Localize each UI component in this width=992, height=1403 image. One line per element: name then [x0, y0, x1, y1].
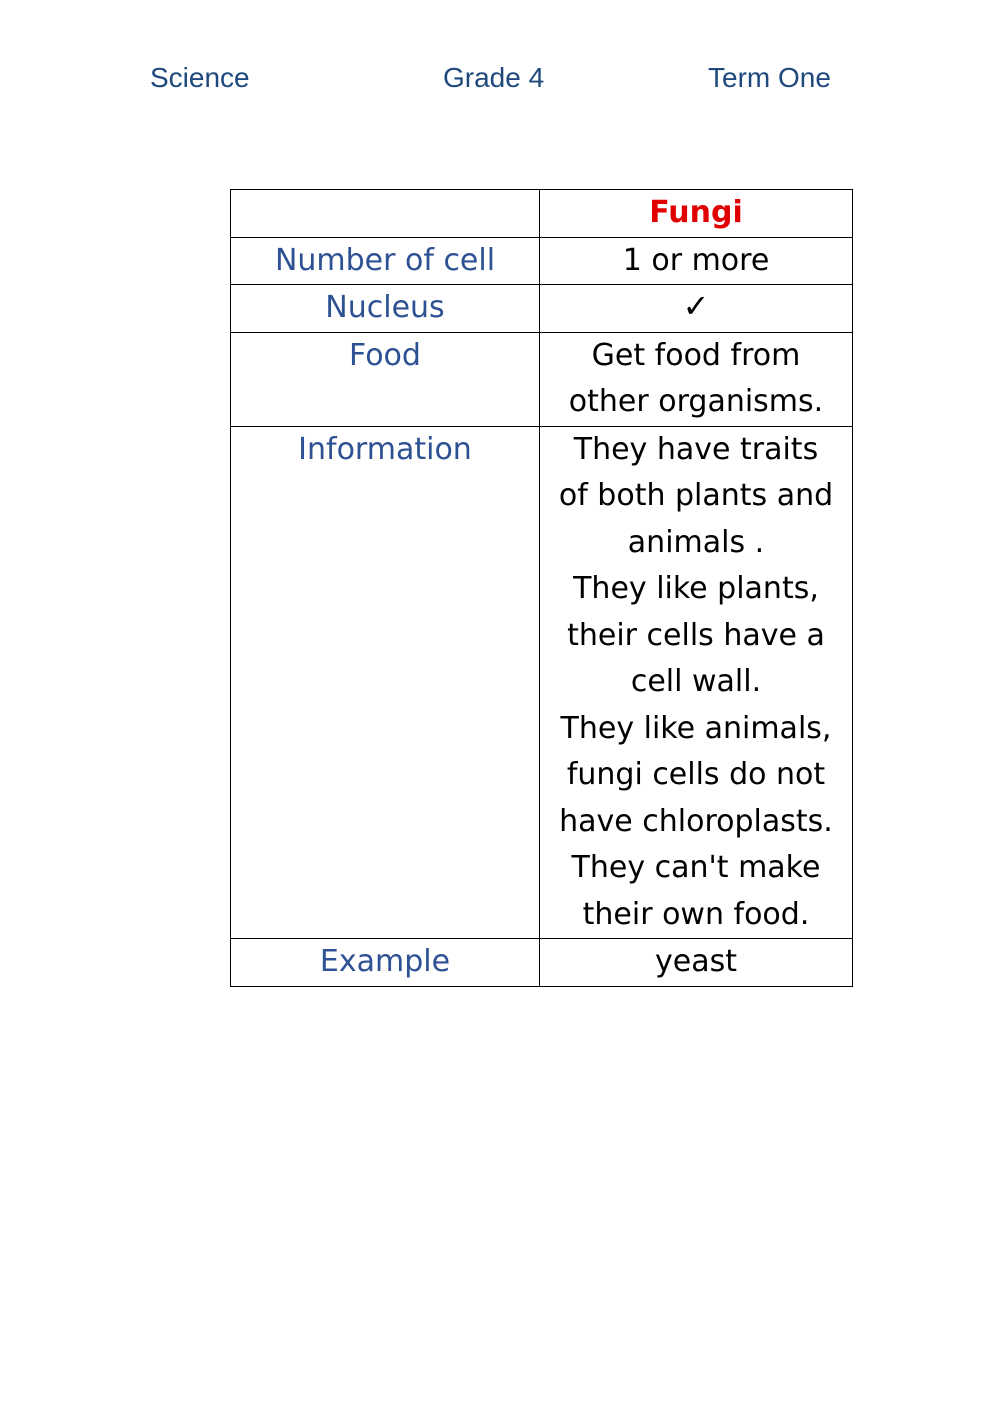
value-line: They can't make — [571, 850, 821, 885]
value-line: fungi cells do not — [566, 757, 826, 792]
table-row — [231, 426, 853, 939]
corner-cell — [231, 190, 540, 238]
row-value-number-of-cell — [540, 237, 853, 285]
fungi-table — [230, 189, 853, 987]
row-value-example — [540, 939, 853, 987]
row-label-food: Food — [231, 332, 540, 426]
row-label-information: Information — [231, 426, 540, 939]
value-line: Get food from — [591, 337, 801, 373]
table-row — [231, 285, 853, 333]
table-header-row — [231, 190, 853, 238]
table-row — [231, 237, 853, 285]
value-line: animals . — [627, 524, 765, 560]
value-line: yeast — [655, 944, 737, 979]
header-term: Term One — [708, 62, 831, 93]
value-line: 1 or more — [622, 242, 770, 278]
value-line: their cells have a — [567, 617, 825, 653]
value-line: of both plants and — [558, 478, 834, 513]
value-line: They have traits — [573, 431, 819, 467]
value-line: cell wall. — [630, 664, 762, 699]
value-line: their own food. — [582, 896, 810, 932]
row-label-nucleus: Nucleus — [231, 285, 540, 333]
row-value-food — [540, 332, 853, 426]
table-row — [231, 939, 853, 987]
checkmark-icon: ✓ — [682, 287, 710, 325]
row-value-nucleus — [540, 285, 853, 333]
value-line: other organisms. — [568, 384, 824, 419]
column-title-fungi: Fungi — [540, 190, 853, 238]
row-label-example: Example — [231, 939, 540, 987]
header-subject: Science — [150, 62, 250, 93]
page-header — [0, 62, 992, 98]
value-line: They like plants, — [573, 571, 819, 606]
value-line: They like animals, — [560, 710, 832, 746]
header-grade: Grade 4 — [443, 62, 545, 93]
row-label-number-of-cell: Number of cell — [231, 237, 540, 285]
table-row — [231, 332, 853, 426]
value-line: have chloroplasts. — [559, 803, 833, 839]
row-value-information — [540, 426, 853, 939]
